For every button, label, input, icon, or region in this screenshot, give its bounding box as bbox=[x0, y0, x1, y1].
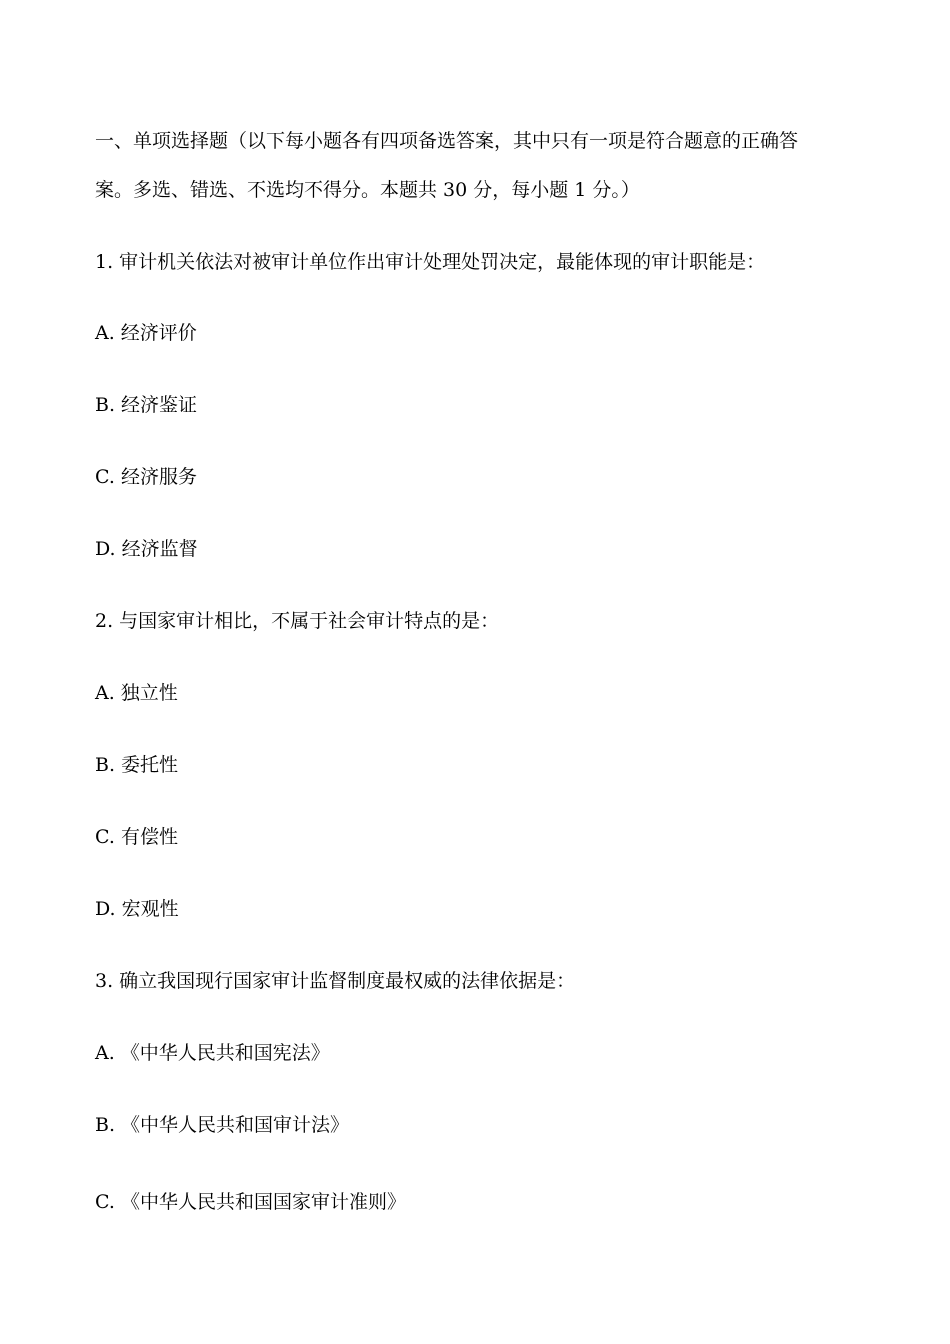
option-b: B. 经济鉴证 bbox=[95, 394, 198, 416]
option-d: D. 宏观性 bbox=[95, 898, 179, 920]
option-c: C. 《中华人民共和国国家审计准则》 bbox=[95, 1191, 406, 1213]
option-b: B. 委托性 bbox=[95, 754, 179, 776]
option-a: A. 独立性 bbox=[95, 682, 178, 704]
option-d: D. 经济监督 bbox=[95, 538, 198, 560]
section-heading-line-2: 案。多选、错选、不选均不得分。本题共 30 分，每小题 1 分。） bbox=[95, 179, 640, 201]
option-a: A. 《中华人民共和国宪法》 bbox=[95, 1042, 330, 1064]
option-c: C. 有偿性 bbox=[95, 826, 178, 848]
option-a: A. 经济评价 bbox=[95, 322, 197, 344]
option-b: B. 《中华人民共和国审计法》 bbox=[95, 1114, 350, 1136]
question-stem: 1. 审计机关依法对被审计单位作出审计处理处罚决定，最能体现的审计职能是： bbox=[95, 251, 766, 273]
question-stem: 3. 确立我国现行国家审计监督制度最权威的法律依据是： bbox=[95, 970, 576, 992]
question-stem: 2. 与国家审计相比，不属于社会审计特点的是： bbox=[95, 610, 500, 632]
option-c: C. 经济服务 bbox=[95, 466, 197, 488]
section-heading-line-1: 一、单项选择题（以下每小题各有四项备选答案，其中只有一项是符合题意的正确答 bbox=[95, 130, 799, 152]
